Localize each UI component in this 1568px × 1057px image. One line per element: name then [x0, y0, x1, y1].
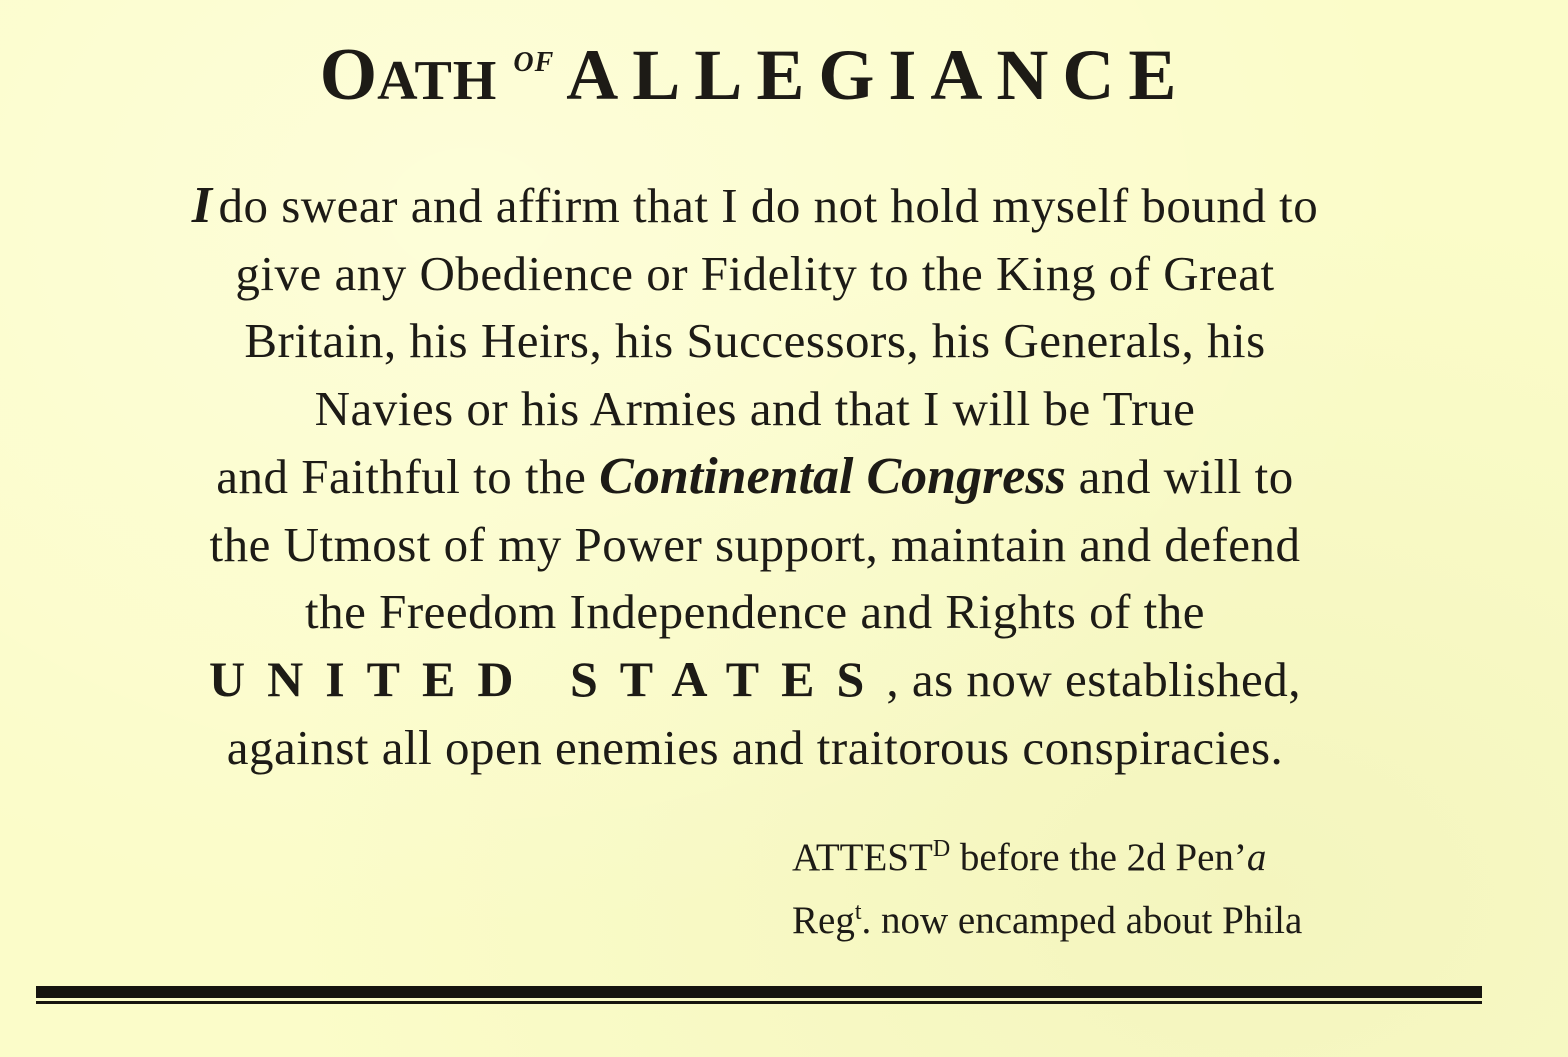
bottom-rule-thin — [36, 1001, 1482, 1004]
oath-line-6: the Utmost of my Power support, maintain and defend — [209, 516, 1301, 572]
regt-superscript: t — [854, 899, 862, 925]
title-initial: O — [319, 34, 378, 116]
oath-line-1 — [0, 172, 1510, 240]
regt-word: Reg — [792, 899, 855, 942]
attestation-line-1 — [792, 822, 1302, 885]
attest-middle: before the 2d Pen’ — [950, 836, 1247, 879]
oath-line-8 — [0, 646, 1510, 714]
oath-line-4: Navies or his Armies and that I will be True — [314, 381, 1196, 437]
attestation-line-2 — [792, 885, 1302, 948]
oath-line-5-start: and Faithful to the — [216, 448, 600, 504]
oath-line-3: Britain, his Heirs, his Successors, his Generals, his — [244, 313, 1266, 369]
attest-superscript: D — [932, 836, 951, 862]
oath-line-5-end: and will to — [1065, 448, 1294, 504]
oath-line-2: give any Obedience or Fidelity to the King of Great — [235, 245, 1275, 301]
attest-italic-a: a — [1246, 836, 1267, 879]
title-oath-rest: ATH — [377, 50, 498, 112]
title-allegiance: ALLEGIANCE — [566, 35, 1191, 115]
attestation — [792, 822, 1302, 948]
oath-line-7: the Freedom Independence and Rights of the — [304, 584, 1205, 640]
document-title — [0, 34, 1510, 116]
oath-line-8-end: , as now established, — [886, 651, 1302, 707]
attestation-line-2-end: . now encamped about Phila — [861, 899, 1303, 942]
bottom-rule-thick — [36, 986, 1482, 998]
title-of: OF — [513, 47, 555, 78]
united-states: UNITED STATES — [208, 650, 887, 707]
oath-line-5 — [0, 443, 1510, 511]
continental-congress: Continental Congress — [599, 447, 1066, 505]
attest-word: ATTEST — [792, 836, 933, 879]
oath-drop-initial: I — [191, 177, 213, 234]
oath-line-1-text: do swear and affirm that I do not hold myself bound to — [218, 178, 1319, 233]
oath-text — [0, 172, 1510, 781]
oath-line-9: against all open enemies and traitorous conspiracies. — [226, 719, 1284, 775]
